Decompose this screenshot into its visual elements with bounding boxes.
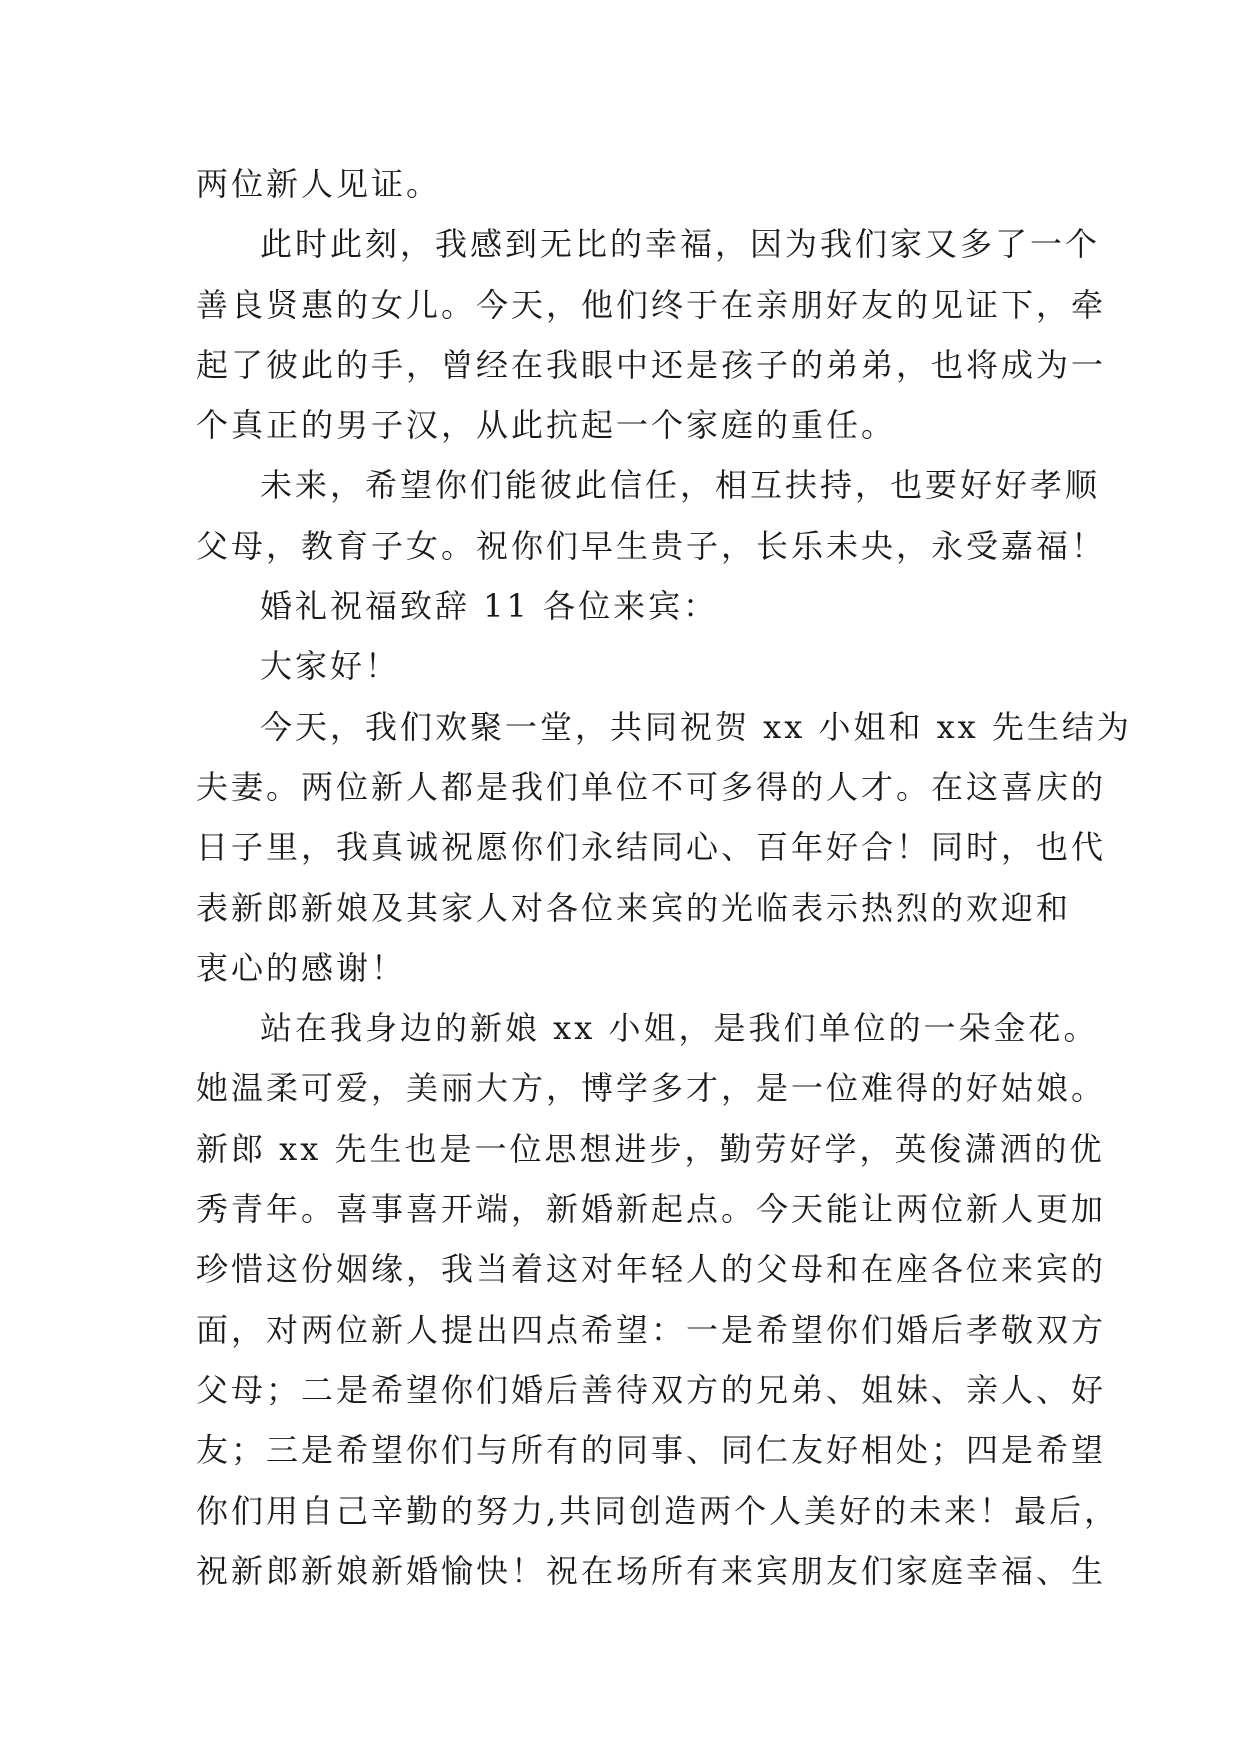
text-line: 起了彼此的手，曾经在我眼中还是孩子的弟弟，也将成为一 xyxy=(196,345,1107,384)
text-line: 日子里，我真诚祝愿你们永结同心、百年好合！同时，也代 xyxy=(196,828,1107,867)
text-line: 夫妻。两位新人都是我们单位不可多得的人才。在这喜庆的 xyxy=(196,767,1107,806)
text-line: 面，对两位新人提出四点希望：一是希望你们婚后孝敬双方 xyxy=(196,1310,1107,1349)
text-line: 个真正的男子汉，从此抗起一个家庭的重任。 xyxy=(196,406,897,445)
text-line: 表新郎新娘及其家人对各位来宾的光临表示热烈的欢迎和 xyxy=(196,888,1072,927)
text-line: 你们用自己辛勤的努力,共同创造两个人美好的未来！最后， xyxy=(196,1491,1120,1530)
text-line: 未来，希望你们能彼此信任，相互扶持，也要好好孝顺 xyxy=(260,466,1101,505)
text-line: 珍惜这份姻缘，我当着这对年轻人的父母和在座各位来宾的 xyxy=(196,1250,1107,1289)
text-line: 友；三是希望你们与所有的同事、同仁友好相处；四是希望 xyxy=(196,1431,1107,1470)
text-line: 父母；二是希望你们婚后善待双方的兄弟、姐妹、亲人、好 xyxy=(196,1370,1107,1409)
text-line: 她温柔可爱，美丽大方，博学多才，是一位难得的好姑娘。 xyxy=(196,1069,1107,1108)
text-line: 新郎 xx 先生也是一位思想进步，勤劳好学，英俊潇洒的优 xyxy=(196,1129,1105,1168)
text-line: 秀青年。喜事喜开端，新婚新起点。今天能让两位新人更加 xyxy=(196,1190,1107,1229)
text-line: 父母，教育子女。祝你们早生贵子，长乐未央，永受嘉福！ xyxy=(196,526,1107,565)
text-line: 祝新郎新娘新婚愉快！祝在场所有来宾朋友们家庭幸福、生 xyxy=(196,1551,1107,1590)
text-line: 婚礼祝福致辞 11 各位来宾： xyxy=(260,587,719,626)
body-text xyxy=(196,154,1132,1601)
text-line: 两位新人见证。 xyxy=(196,165,442,203)
text-line: 今天，我们欢聚一堂，共同祝贺 xx 小姐和 xx 先生结为 xyxy=(260,707,1132,746)
text-line: 站在我身边的新娘 xx 小姐，是我们单位的一朵金花。 xyxy=(260,1009,1099,1048)
text-line: 衷心的感谢！ xyxy=(196,948,407,987)
text-line: 善良贤惠的女儿。今天，他们终于在亲朋好友的见证下，牵 xyxy=(196,285,1107,324)
text-line: 大家好！ xyxy=(260,647,401,686)
text-line: 此时此刻，我感到无比的幸福，因为我们家又多了一个 xyxy=(260,225,1101,264)
